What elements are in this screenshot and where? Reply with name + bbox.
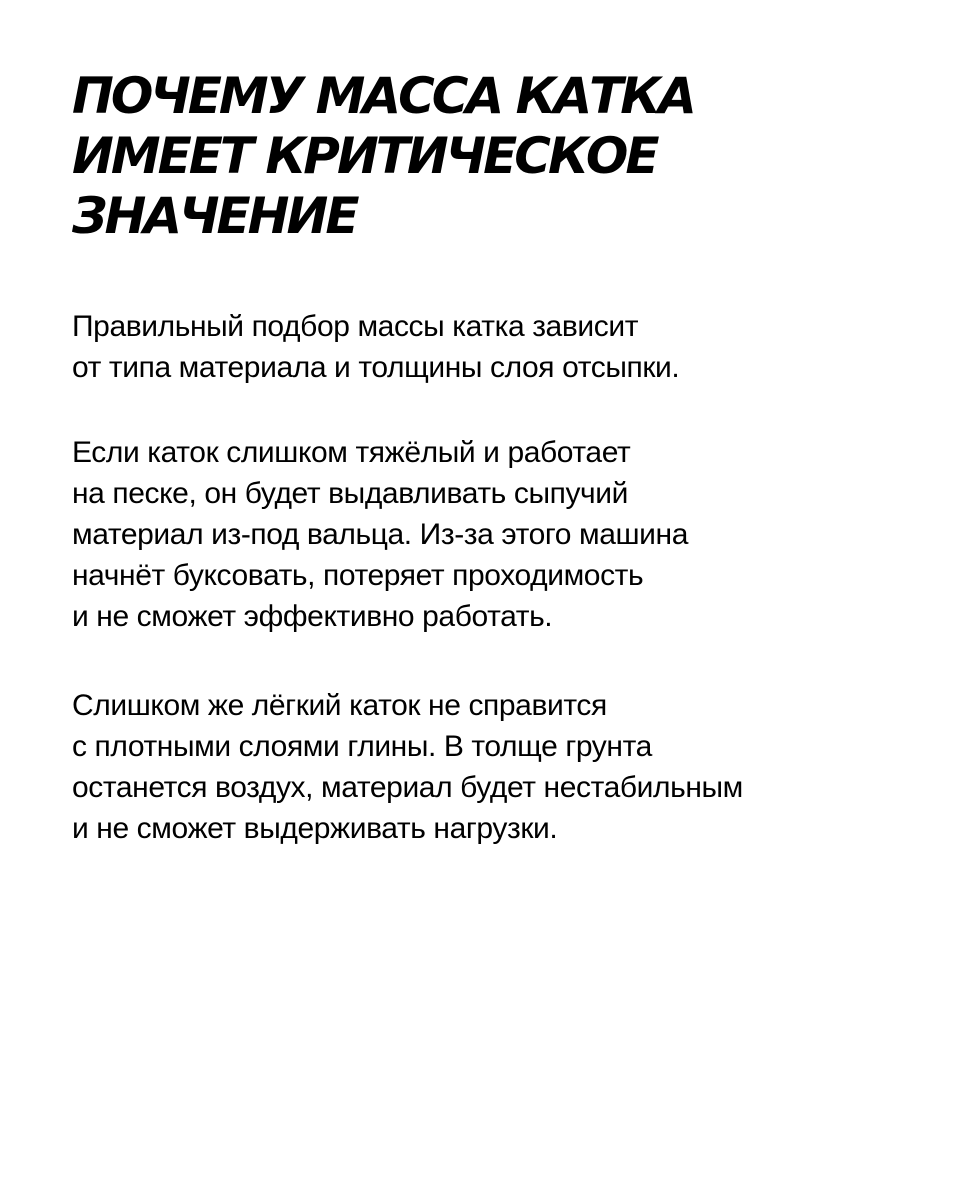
- title-line: ИМЕЕТ КРИТИЧЕСКОЕ: [72, 127, 657, 185]
- paragraph-light-roller: [72, 685, 912, 849]
- paragraph-line: материал из-под вальца. Из-за этого машина: [72, 518, 688, 551]
- paragraph-line: Если каток слишком тяжёлый и работает: [72, 436, 631, 469]
- paragraph-line: начнёт буксовать, потеряет проходимость: [72, 559, 644, 592]
- paragraph-material-selection: [72, 306, 912, 388]
- paragraph-line: останется воздух, материал будет нестабильным: [72, 771, 743, 804]
- paragraph-line: от типа материала и толщины слоя отсыпки.: [72, 351, 680, 384]
- title-line: ПОЧЕМУ МАССА КАТКА: [72, 67, 694, 125]
- title-line: ЗНАЧЕНИЕ: [72, 187, 357, 245]
- paragraph-line: Слишком же лёгкий каток не справится: [72, 689, 607, 722]
- paragraph-line: на песке, он будет выдавливать сыпучий: [72, 477, 629, 510]
- paragraph-line: с плотными слоями глины. В толще грунта: [72, 730, 652, 763]
- paragraph-heavy-roller: [72, 432, 912, 637]
- paragraph-line: Правильный подбор массы катка зависит: [72, 310, 639, 343]
- slide-title: [72, 66, 912, 246]
- paragraph-line: и не сможет эффективно работать.: [72, 600, 553, 633]
- paragraph-line: и не сможет выдерживать нагрузки.: [72, 812, 558, 845]
